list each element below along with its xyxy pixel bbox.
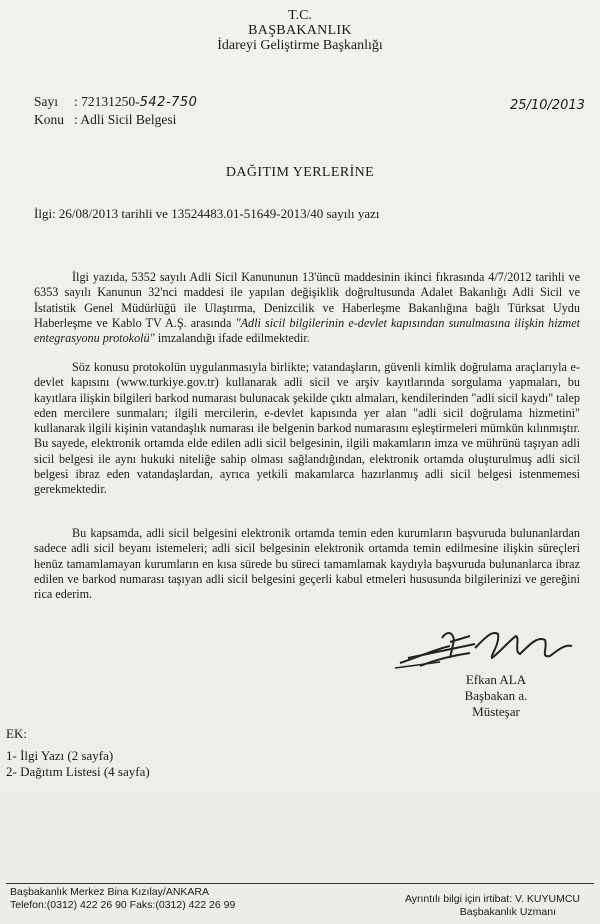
footer-address-block [10, 886, 235, 912]
paragraph-2-text: Söz konusu protokolün uygulanmasıyla birlikte; vatandaşların, güvenli kimlik doğrulama araçlarıyla e-devlet kapısını (www.turkiye.gov.tr) kullanarak adli sicil ve arşiv kayıtlarında sorgulama yapmaları, bu kayıtlara ilişkin bilgileri barkod numarası bulunacak şekilde çıktı almaları, kendilerinden "adli sicil kaydı" talep eden mercilere sunmaları; ilgili mercilerin, e-devlet kapısında yer alan "adli sicil doğrulama hizmetini" kullanarak ilgili kişinin vatandaşlık numarası ile belgenin barkod numarasını eşleştirmeleri mümkün kılınmıştır. Bu sayede, elektronik ortamda elde edilen adli sicil belgesinin, ilgili makamların imza ve mührünü taşıyan adli sicil belgesi ile aynı hukuki niteliğe sahip olması sağlandığından, elektronik ortamda oluşturulmuş adli sicil belgesi ibraz eden vatandaşlardan, ayrıca yetkili makamlarca hazırlanmış adli sicil belgesi istenmemesi gerekmektedir. [34, 360, 580, 497]
paragraph-1-text-a: İlgi yazıda, 5352 sayılı Adli Sicil Kanununun 13'üncü maddesinin ikinci fıkrasında 4/7/2012 tarihli ve 6353 sayılı Kanunun 32'nci maddesi ile yapılan değişiklik doğrultusunda Adalet Bakanlığı Adli Sicil ve İstatistik Genel Müdürlüğü ile Ulaştırma, Denizcilik ve Haberleşme Bakanlığına bağlı Türksat Uydu Haberleşme ve Kablo TV A.Ş. arasında [34, 270, 580, 330]
footer-address: Başbakanlık Merkez Bina Kızılay/ANKARA [10, 886, 209, 898]
signer-title-2: Müsteşar [472, 704, 520, 719]
signer-title-1: Başbakan a. [464, 688, 528, 703]
footer-divider [6, 883, 594, 884]
attachments [6, 726, 150, 780]
sayi-row [34, 94, 197, 110]
handwritten-signature [380, 618, 580, 676]
paragraph-3-text: Bu kapsamda, adli sicil belgesini elektronik ortamda temin eden kurumların başvuruda bulunanlardan sadece adli sicil beyanı istemeleri; adli sicil belgesinin elektronik ortamda temin edilmesine ilişkin süreçleri henüz tamamlamayan kurumların en kısa sürede bu süreci tamamlamak kaydıyla başvuruda bulunanlarca ibraz edilen ve barkod numarası taşıyan adli sicil belgesini geçerli kabul etmeleri hususunda bilgilerinizi ve gereğini rica ederim. [34, 526, 580, 602]
paragraph-1-italic: "Adli sicil bilgilerinin e-devlet kapısından sunulmasına ilişkin hizmet entegrasyonu protokolü" [34, 315, 580, 346]
footer-contact: Ayrıntılı bilgi için irtibat: V. KUYUMCU [404, 893, 580, 905]
konu-row [34, 112, 176, 128]
attachment-item: 1- İlgi Yazı (2 sayfa) [6, 748, 114, 763]
sayi-value: : 72131250- [74, 94, 140, 109]
letterhead [0, 8, 600, 53]
konu-label: Konu [34, 112, 64, 127]
letterhead-institution: BAŞBAKANLIK [248, 23, 352, 38]
footer-contact-block [380, 893, 580, 919]
konu-value: : Adli Sicil Belgesi [74, 112, 177, 127]
distribution-heading: DAĞITIM YERLERİNE [225, 165, 375, 180]
footer-contact-title: Başbakanlık Uzmanı [459, 906, 556, 918]
sayi-label: Sayı [34, 94, 59, 109]
document-date: 25/10/2013 [510, 98, 585, 113]
footer-phone: Telefon:(0312) 422 26 90 Faks:(0312) 422 26 99 [10, 899, 236, 911]
letterhead-tc: T.C. [288, 8, 312, 23]
paragraph-2 [34, 360, 580, 498]
sayi-handwritten: 542-750 [139, 95, 198, 110]
signer-block [448, 672, 544, 720]
paragraph-3 [34, 526, 580, 602]
signer-name: Efkan ALA [465, 672, 527, 687]
paragraph-1-text-b: imzalandığı ifade edilmektedir. [154, 331, 310, 346]
paragraph-1 [34, 270, 580, 346]
letterhead-department: İdareyi Geliştirme Başkanlığı [217, 38, 383, 53]
attachments-label: EK: [6, 726, 27, 741]
attachment-item: 2- Dağıtım Listesi (4 sayfa) [6, 764, 150, 779]
reference-line: İlgi: 26/08/2013 tarihli ve 13524483.01-51649-2013/40 sayılı yazı [34, 206, 380, 221]
